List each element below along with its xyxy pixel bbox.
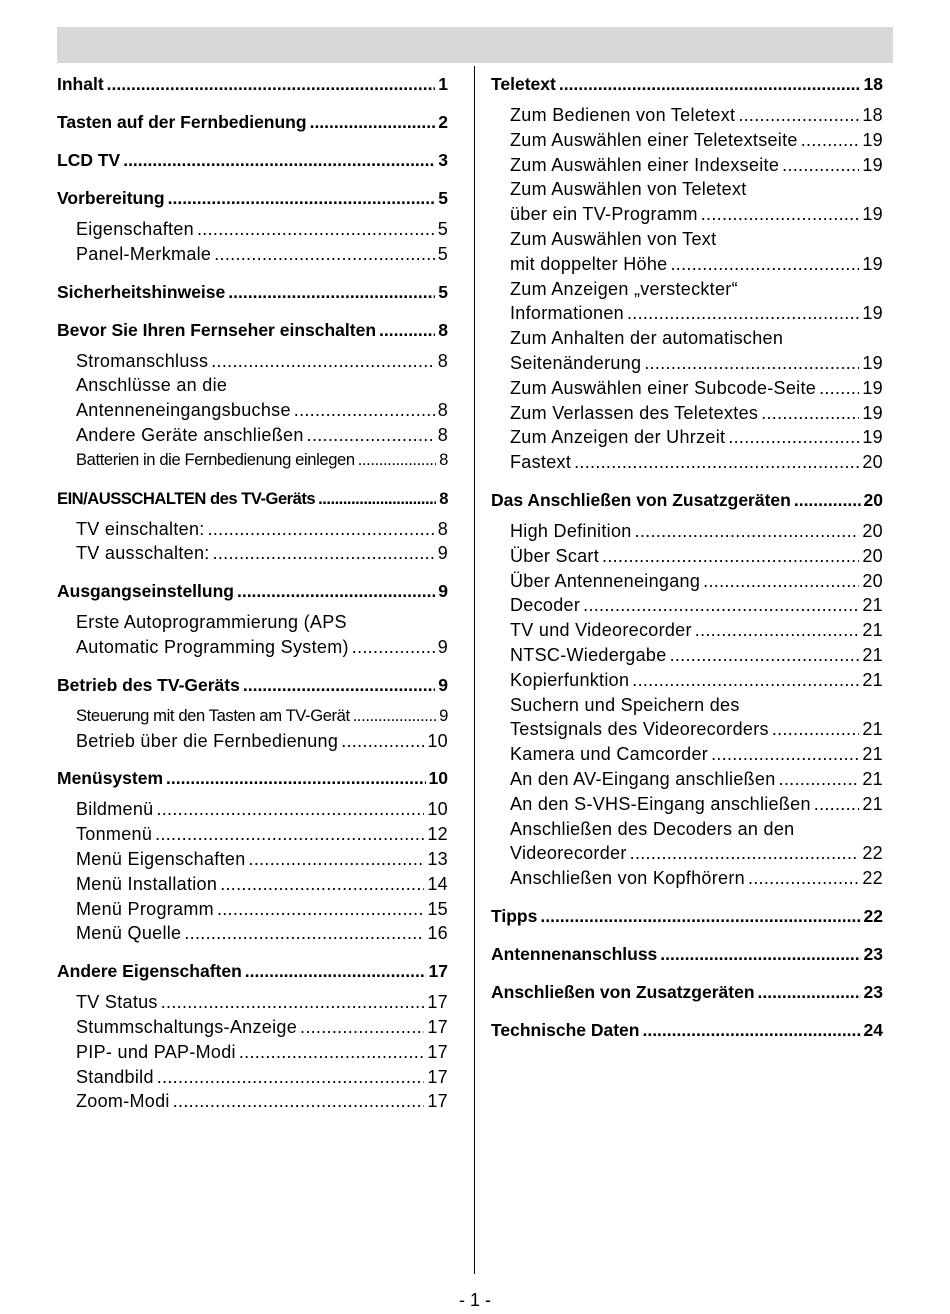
entry-title: Ausgangseinstellung [57,581,234,602]
entry-title: Testsignals des Videorecorders [510,719,769,740]
entry-title: Vorbereitung [57,188,165,208]
entry-title: EIN/AUSSCHALTEN des TV-Geräts [57,488,316,508]
dot-leader [632,668,859,693]
entry-title: Menü Programm [76,898,214,919]
toc-subentries [491,103,883,475]
entry-page-number: 19 [862,253,883,274]
toc-section-menusystem[interactable] [57,766,448,791]
entry-page-number: 9 [438,581,448,602]
toc-subentries [57,610,448,660]
dot-leader [779,767,860,792]
dot-leader [819,376,859,401]
entry-title: An den S-VHS-Eingang anschließen [510,793,811,814]
header-bar [57,27,893,63]
toc-subentries [57,797,448,946]
dot-leader [300,1015,424,1040]
dot-leader [217,897,424,922]
dot-leader [748,866,859,891]
dot-leader [728,425,859,450]
toc-section-antennenanschluss[interactable] [491,942,883,967]
toc-subentry-menu-installation[interactable] [57,872,448,897]
toc-section-andere-eigenschaften[interactable] [57,959,448,984]
entry-page-number: 17 [427,1041,448,1062]
toc-subentry-betrieb-uber-die-fernbedienung[interactable] [57,729,448,754]
entry-title-line: Zum Anhalten der automatischen [510,328,784,349]
dot-leader [630,841,860,866]
entry-title: Technische Daten [491,1019,640,1040]
entry-page-number: 5 [437,243,448,264]
entry-page-number: 18 [863,74,883,94]
toc-subentry-menu-quelle[interactable] [57,921,448,946]
entry-page-number: 23 [863,943,883,964]
toc-subentry-batterien-in-die-fernbedienung-einlegen[interactable] [57,448,448,473]
dot-leader [627,301,859,326]
dot-leader [239,1040,425,1065]
toc-subentry-menu-eigenschaften[interactable] [57,847,448,872]
dot-leader [574,450,859,475]
toc-subentry-antenneneingangsbuchse[interactable] [57,398,448,423]
entry-title: Anschließen von Zusatzgeräten [491,981,755,1002]
entry-title: Bevor Sie Ihren Fernseher einschalten [57,319,377,340]
entry-title-line: Anschließen des Decoders an den [510,818,795,839]
entry-page-number: 21 [862,793,883,814]
dot-leader [214,242,434,267]
entry-title: Menü Installation [76,873,218,894]
entry-title: Stummschaltungs-Anzeige [76,1016,298,1037]
entry-title: Zum Bedienen von Teletext [510,105,736,125]
entry-page-number: 20 [862,520,883,541]
dot-leader [220,872,424,897]
toc-subentry-uber-scart[interactable] [491,544,883,569]
toc-subentry-decoder[interactable] [491,593,883,618]
dot-leader [644,351,859,376]
entry-title: Batterien in die Fernbedienung einlegen [76,449,355,469]
entry-page-number: 5 [437,219,448,239]
entry-page-number: 21 [862,719,883,740]
entry-title: Kamera und Camcorder [510,744,709,765]
toc-subentries [491,519,883,891]
entry-page-number: 14 [427,873,448,894]
toc-section-sicherheitshinweise[interactable] [57,280,448,305]
entry-page-number: 17 [428,961,448,982]
entry-page-number: 10 [427,799,448,820]
dot-leader [761,401,859,426]
entry-page-number: 19 [862,154,883,175]
entry-page-number: 8 [437,400,448,421]
entry-title: Sicherheitshinweise [57,281,226,302]
toc-subentries [57,704,448,754]
entry-page-number: 13 [427,848,448,869]
entry-title: Über Antenneneingang [510,570,701,591]
entry-page-number: 9 [437,636,448,657]
entry-title: Stromanschluss [76,350,209,371]
toc-subentry-uber-antenneneingang[interactable] [491,569,883,594]
entry-page-number: 17 [427,992,448,1013]
entry-title: mit doppelter Höhe [510,253,668,274]
dot-leader [197,217,435,242]
entry-page-number: 19 [862,352,883,373]
entry-title: Tipps [491,905,538,926]
toc-subentries [57,990,448,1114]
dot-leader [228,280,435,305]
entry-page-number: 20 [862,570,883,591]
entry-title: Standbild [76,1066,154,1087]
entry-title: TV ausschalten: [76,543,210,564]
dot-leader [161,990,425,1015]
entry-page-number: 20 [863,489,883,510]
entry-page-number: 8 [437,518,448,539]
dot-leader [155,822,424,847]
entry-title: Betrieb des TV-Geräts [57,674,240,695]
toc-subentry-kopierfunktion[interactable] [491,668,883,693]
dot-leader [703,569,859,594]
dot-leader [711,742,859,767]
dot-leader [294,398,435,423]
toc-subentry-andere-gerate-anschliessen[interactable] [57,423,448,448]
entry-title: Tasten auf der Fernbedienung [57,112,307,132]
toc-subentries [57,517,448,567]
dot-leader [123,148,435,173]
entry-page-number: 19 [862,204,883,225]
entry-title: Automatic Programming System) [76,636,349,657]
toc-subentry-kamera-und-camcorder[interactable] [491,742,883,767]
toc-section-tasten-auf-der-fernbedienung[interactable] [57,110,448,135]
entry-title: Zoom-Modi [76,1091,170,1112]
dot-leader [107,72,436,97]
dot-leader [168,186,436,211]
entry-title: Zum Auswählen einer Subcode-Seite [510,377,817,398]
entry-title-line: Suchern und Speichern des [510,694,740,715]
dot-leader [307,423,435,448]
dot-leader [738,103,859,128]
entry-title: Seitenänderung [510,352,642,373]
entry-title: Panel-Merkmale [76,243,212,264]
dot-leader [245,959,426,984]
entry-title: Andere Geräte anschließen [76,424,304,445]
toc-subentries [57,217,448,267]
entry-page-number: 10 [428,768,448,789]
entry-page-number: 10 [427,730,448,751]
entry-title: Das Anschließen von Zusatzgeräten [491,489,791,510]
toc-subentry-menu-programm[interactable] [57,897,448,922]
entry-title: Antenneneingangsbuchse [76,400,291,421]
dot-leader [157,1065,425,1090]
entry-title: Tonmenü [76,824,153,845]
toc-subentries [57,349,448,473]
entry-page-number: 8 [437,350,448,371]
column-divider [474,66,475,1274]
entry-title: Zum Auswählen einer Teletextseite [510,129,798,150]
dot-leader [814,792,860,817]
dot-leader [642,1018,860,1043]
entry-title: LCD TV [57,150,121,170]
entry-title: NTSC-Wiedergabe [510,644,667,665]
toc-section-das-anschliessen-von-zusatzgeraten[interactable] [491,488,883,513]
entry-page-number: 9 [438,674,448,695]
entry-title: Menü Eigenschaften [76,848,246,869]
entry-page-number: 21 [862,620,883,641]
entry-page-number: 8 [439,449,448,469]
dot-leader [173,1089,425,1114]
toc-subentry-automatic-programming-system[interactable] [57,635,448,660]
toc-subentry-zum-verlassen-des-teletextes[interactable] [491,401,883,426]
toc-subentry-tv-ausschalten[interactable] [57,541,448,566]
entry-page-number: 23 [863,981,883,1002]
entry-page-number: 17 [427,1016,448,1037]
toc-subentry-an-den-av-eingang-anschliessen[interactable] [491,767,883,792]
entry-page-number: 9 [437,543,448,564]
toc-section-lcd-tv[interactable] [57,148,448,173]
entry-title-line: Anschlüsse an die [76,375,228,396]
dot-leader [213,541,435,566]
toc-subentry-stummschaltungs-anzeige[interactable] [57,1015,448,1040]
toc-subentry-zum-auswahlen-einer-indexseite[interactable] [491,153,883,178]
dot-leader [243,673,435,698]
dot-leader [782,153,859,178]
dot-leader [660,942,860,967]
dot-leader [156,797,424,822]
entry-title: Über Scart [510,545,600,566]
toc-subentry-seitenanderung[interactable] [491,351,883,376]
toc-section-anschliessen-von-zusatzgeraten[interactable] [491,980,883,1005]
entry-page-number: 8 [439,488,448,508]
dot-leader [540,904,860,929]
toc-section-bevor-sie-ihren-fernseher-einschalten[interactable] [57,318,448,343]
toc-subentry-standbild[interactable] [57,1065,448,1090]
toc-section-tipps[interactable] [491,904,883,929]
dot-leader [208,517,435,542]
toc-subentry-informationen[interactable] [491,301,883,326]
toc-section-technische-daten[interactable] [491,1018,883,1043]
page-number: - 1 - [458,1290,491,1310]
dot-leader [352,635,435,660]
toc-subentry-tv-status[interactable] [57,990,448,1015]
dot-leader [801,128,860,153]
toc-subentry-eigenschaften[interactable] [57,217,448,242]
dot-leader [166,766,426,791]
toc-subentry-anschliessen-von-kopfhorern[interactable] [491,866,883,891]
entry-page-number: 21 [862,744,883,765]
toc-subentry-zum-anzeigen-der-uhrzeit[interactable] [491,425,883,450]
dot-leader [635,519,860,544]
entry-page-number: 5 [438,281,448,302]
entry-page-number: 12 [427,824,448,845]
entry-page-number: 19 [862,129,883,150]
toc-section-vorbereitung[interactable] [57,186,448,211]
dot-leader [695,618,860,643]
entry-page-number: 8 [438,319,448,340]
entry-page-number: 17 [427,1091,448,1112]
entry-title: Informationen [510,303,624,324]
entry-title: TV Status [76,992,158,1013]
entry-title: Decoder [510,595,581,616]
entry-page-number: 16 [427,923,448,944]
toc-section-ausgangseinstellung[interactable] [57,579,448,604]
toc-subentry-zum-auswahlen-einer-subcode-seite[interactable] [491,376,883,401]
dot-leader [670,643,860,668]
entry-page-number: 3 [438,150,448,170]
toc-subentry-panel-merkmale[interactable] [57,242,448,267]
entry-page-number: 20 [862,452,883,473]
entry-title: Inhalt [57,74,104,94]
entry-title: An den AV-Eingang anschließen [510,768,776,789]
toc-subentry-testsignals-des-videorecorders[interactable] [491,717,883,742]
entry-page-number: 22 [862,843,883,864]
toc-subentry-zum-auswahlen-einer-teletextseite[interactable] [491,128,883,153]
entry-page-number: 21 [862,595,883,616]
entry-title: Antennenanschluss [491,943,658,964]
dot-leader [310,110,436,135]
entry-page-number: 19 [862,377,883,398]
entry-page-number: 17 [427,1066,448,1087]
entry-page-number: 2 [438,112,448,132]
dot-leader [184,921,424,946]
toc-section-inhalt[interactable] [57,72,448,97]
entry-title: Steuerung mit den Tasten am TV-Gerät [76,705,350,725]
dot-leader [237,579,435,604]
dot-leader [583,593,859,618]
entry-title: Kopierfunktion [510,669,630,690]
entry-page-number: 19 [862,427,883,448]
toc-subentry-videorecorder[interactable] [491,841,883,866]
entry-title: TV einschalten: [76,518,205,539]
entry-title: Eigenschaften [76,219,194,239]
toc-subentry-steuerung-mit-den-tasten-am-tv-gerat[interactable] [57,704,448,729]
entry-page-number: 21 [862,669,883,690]
dot-leader [602,544,859,569]
toc-subentry-tv-einschalten[interactable] [57,517,448,542]
toc-subentry-zoom-modi[interactable] [57,1089,448,1114]
entry-title-line: Erste Autoprogrammierung (APS [76,612,347,633]
toc-subentry-uber-ein-tv-programm[interactable] [491,202,883,227]
entry-title: Menüsystem [57,768,164,789]
entry-title: über ein TV-Programm [510,204,698,225]
dot-leader [772,717,860,742]
entry-title: PIP- und PAP-Modi [76,1041,236,1062]
entry-page-number: 22 [863,905,883,926]
toc-subentry-bildmenu[interactable] [57,797,448,822]
entry-title-line: Zum Auswählen von Teletext [510,179,747,200]
toc-subentry-fastext[interactable] [491,450,883,475]
entry-page-number: 24 [863,1019,883,1040]
entry-title: Bildmenü [76,799,154,820]
entry-title: Betrieb über die Fernbedienung [76,730,339,751]
entry-page-number: 8 [437,424,448,445]
dot-leader [318,486,436,511]
entry-title: Zum Verlassen des Teletextes [510,402,759,423]
entry-title: Videorecorder [510,843,627,864]
entry-page-number: 1 [438,74,448,94]
entry-title: High Definition [510,520,632,541]
entry-title: Menü Quelle [76,923,182,944]
toc-right-column [491,72,883,1043]
toc-left-column [57,72,448,1114]
toc-subentry-high-definition[interactable] [491,519,883,544]
entry-page-number: 15 [427,898,448,919]
entry-title: Zum Auswählen einer Indexseite [510,154,780,175]
dot-leader [249,847,425,872]
toc-subentry-stromanschluss[interactable] [57,349,448,374]
entry-page-number: 5 [438,188,448,208]
entry-page-number: 19 [862,303,883,324]
dot-leader [211,349,434,374]
entry-title: Anschließen von Kopfhörern [510,868,745,889]
entry-page-number: 20 [862,545,883,566]
dot-leader [701,202,860,227]
toc-section-teletext[interactable] [491,72,883,97]
toc-subentry-tv-und-videorecorder[interactable] [491,618,883,643]
dot-leader [341,729,424,754]
entry-title: Andere Eigenschaften [57,961,242,982]
entry-page-number: 19 [862,402,883,423]
entry-title: Zum Anzeigen der Uhrzeit [510,427,726,448]
toc-subentry-ntsc-wiedergabe[interactable] [491,643,883,668]
toc-subentry-tonmenu[interactable] [57,822,448,847]
toc-section-betrieb-des-tv-gerats[interactable] [57,673,448,698]
toc-subentry-pip-und-pap-modi[interactable] [57,1040,448,1065]
toc-subentry-mit-doppelter-hohe[interactable] [491,252,883,277]
entry-page-number: 21 [862,644,883,665]
entry-page-number: 18 [862,105,883,125]
entry-title: Teletext [491,74,556,94]
dot-leader [353,704,436,729]
dot-leader [794,488,861,513]
toc-subentry-an-den-s-vhs-eingang-anschliessen[interactable] [491,792,883,817]
entry-title-line: Zum Auswählen von Text [510,228,717,249]
dot-leader [559,72,861,97]
dot-leader [671,252,860,277]
entry-title-line: Zum Anzeigen „versteckter“ [510,278,738,299]
dot-leader [758,980,861,1005]
entry-title: Fastext [510,452,572,473]
dot-leader [358,448,436,473]
entry-title: TV und Videorecorder [510,620,692,641]
entry-page-number: 21 [862,768,883,789]
entry-page-number: 22 [862,868,883,889]
entry-page-number: 9 [439,705,448,725]
dot-leader [379,318,435,343]
toc-section-ein-ausschalten-des-tv-gerats[interactable] [57,486,448,511]
toc-subentry-zum-bedienen-von-teletext[interactable] [491,103,883,128]
